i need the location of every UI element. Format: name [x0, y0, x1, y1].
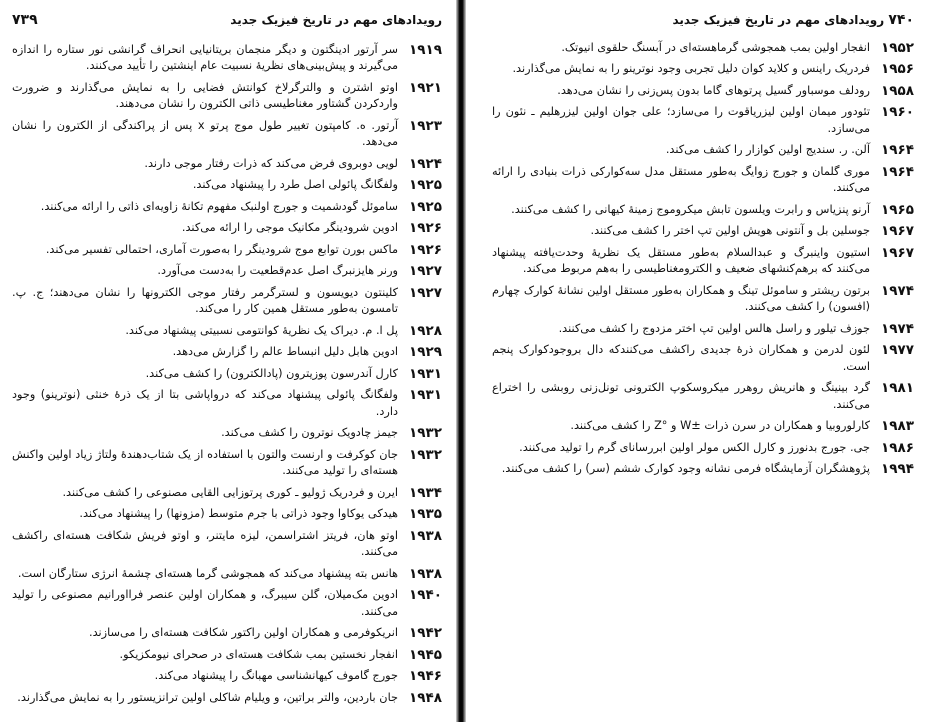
entry-year: ۱۹۳۲ [409, 446, 442, 463]
entry-year: ۱۹۲۸ [409, 322, 442, 339]
entry-year: ۱۹۶۴ [881, 163, 914, 180]
entry-text: جان کوکرفت و ارنست والتون با استفاده از یک شتاب‌دهندهٔ ولتاژ زیاد اولین واکنش هسته‌ای را تولید می‌کنند. [12, 447, 398, 478]
timeline-entry [12, 42, 442, 75]
entry-year: ۱۹۲۱ [409, 79, 442, 96]
timeline-entry [12, 528, 442, 561]
timeline-entry [12, 485, 442, 501]
entry-year: ۱۹۸۶ [881, 439, 914, 456]
timeline-entry [12, 668, 442, 684]
entry-text: انفجار اولین بمب همجوشی گرماهسته‌ای در آبسنگ حلقوی انیوتک. [561, 41, 870, 54]
timeline-entry [492, 104, 914, 137]
timeline-entry [12, 177, 442, 193]
entry-text: تئودور میمان اولین لیزریاقوت را می‌سازد؛ علی جوان اولین لیزرهلیم ـ نئون را می‌سازد. [492, 105, 870, 135]
entry-year: ۱۹۹۴ [881, 461, 914, 478]
entry-text: اوتو اشترن و والترگرلاخ کوانتش فضایی را به نمایش می‌گذارند و ضرورت واردکردن گشتاور مغناطیسی ذاتی الکترون را نشان می‌دهند. [12, 80, 398, 111]
right-timeline-list [492, 40, 914, 478]
timeline-entry [12, 366, 442, 382]
timeline-entry [12, 80, 442, 113]
entry-text: پژوهشگران آزمایشگاه فرمی نشانه وجود کوارک ششم (سر) را کشف می‌کنند. [501, 462, 870, 476]
entry-text: انفجار نخستین بمب شکافت هسته‌ای در صحرای نیومکزیکو. [119, 647, 398, 661]
timeline-entry [12, 566, 442, 582]
timeline-entry [12, 156, 442, 172]
right-page-number-and-title [672, 12, 914, 28]
entry-year: ۱۹۴۸ [409, 689, 442, 706]
timeline-entry [492, 83, 914, 99]
timeline-entry [12, 447, 442, 480]
entry-year: ۱۹۱۹ [409, 42, 442, 58]
timeline-entry [12, 220, 442, 236]
entry-year: ۱۹۲۵ [409, 177, 442, 194]
entry-text: گرد بینینگ و هانریش روهرر میکروسکوپ الکترونی تونل‌زنی روبشی را اختراع می‌کنند. [492, 381, 870, 411]
right-page [466, 0, 928, 722]
entry-year: ۱۹۷۴ [881, 282, 914, 299]
timeline-entry [492, 283, 914, 316]
left-page-title: رویدادهای مهم در تاریخ فیزیک جدید [230, 13, 442, 27]
entry-year: ۱۹۳۱ [409, 365, 442, 382]
entry-text: جان باردین، والتر براتین، و ویلیام شاکلی اولین ترانزیستور را به نمایش می‌گذارند. [17, 690, 398, 704]
entry-year: ۱۹۳۸ [409, 527, 442, 544]
timeline-entry [12, 344, 442, 360]
timeline-entry [492, 40, 914, 56]
entry-year: ۱۹۵۸ [881, 82, 914, 99]
left-timeline-list [12, 42, 442, 706]
entry-year: ۱۹۴۲ [409, 625, 442, 642]
timeline-entry [492, 342, 914, 375]
entry-year: ۱۹۶۴ [881, 142, 914, 159]
entry-text: آرنو پنزیاس و رابرت ویلسون تابش میکروموج زمینهٔ کیهانی را کشف می‌کنند. [511, 202, 870, 216]
entry-year: ۱۹۲۴ [409, 155, 442, 172]
entry-year: ۱۹۴۰ [409, 587, 442, 604]
entry-year: ۱۹۲۹ [409, 344, 442, 361]
right-page-header [492, 12, 914, 28]
entry-text: استیون واینبرگ و عبدالسلام به‌طور مستقل یک نظریهٔ وحدت‌یافته پیشنهاد می‌کنند که برهم‌کنشهای ضعیف و الکترومغناطیسی را به‌هم مربوط می‌کند. [492, 245, 870, 276]
entry-text: جوسلین بل و آنتونی هویش اولین تپ اختر را کشف می‌کنند. [590, 224, 870, 238]
entry-text: جورج گاموف کیهانشناسی مهبانگ را پیشنهاد می‌کند. [154, 669, 398, 683]
timeline-entry [492, 321, 914, 337]
entry-text: فردریک راینس و کلاید کوان دلیل تجربی وجود نوترینو را به نمایش می‌گذارند. [512, 62, 870, 76]
entry-text: هانس بته پیشنهاد می‌کند که همجوشی گرما هسته‌ای چشمهٔ انرژی ستارگان است. [17, 566, 398, 580]
timeline-entry [12, 285, 442, 318]
timeline-entry [12, 587, 442, 620]
entry-year: ۱۹۸۳ [881, 418, 914, 435]
timeline-entry [492, 245, 914, 278]
entry-text: آلن. ر. سندیج اولین کوازار را کشف می‌کند. [665, 143, 870, 157]
entry-text: ساموئل گودشمیت و جورج اولنبک مفهوم تکانهٔ زاویه‌ای ذاتی را ارائه می‌کنند. [40, 199, 398, 213]
left-page [0, 0, 456, 722]
entry-text: برتون ریشتر و ساموئل تینگ و همکاران به‌طور مستقل اولین نشانهٔ کوارک چهارم (افسون) را کشف می‌کنند. [492, 283, 870, 314]
timeline-entry [12, 323, 442, 339]
left-page-header [12, 12, 442, 28]
entry-text: لئون لدرمن و همکاران ذرهٔ جدیدی راکشف می‌کنندکه دال بروجودکوارک پنجم است. [492, 343, 870, 373]
entry-text: جوزف تیلور و راسل هالس اولین تپ اختر مزدوج را کشف می‌کنند. [558, 321, 870, 335]
timeline-entry [12, 625, 442, 641]
timeline-entry [492, 164, 914, 197]
entry-year: ۱۹۴۶ [409, 668, 442, 685]
timeline-entry [12, 647, 442, 663]
entry-year: ۱۹۸۱ [881, 380, 914, 397]
entry-year: ۱۹۵۲ [881, 40, 914, 56]
left-page-number: ۷۳۹ [12, 12, 38, 28]
entry-year: ۱۹۳۸ [409, 565, 442, 582]
entry-year: ۱۹۳۲ [409, 425, 442, 442]
entry-text: هیدکی یوکاوا وجود ذراتی با جرم متوسط (مزونها) را پیشنهاد می‌کند. [79, 507, 398, 521]
timeline-entry [12, 690, 442, 706]
entry-text: کارلوروبیا و همکاران در سرن ذرات ‎W±‎ و ‎Z°‎ را کشف می‌کنند. [570, 419, 870, 433]
timeline-entry [492, 440, 914, 456]
entry-text: جی. جورج بدنورز و کارل الکس مولر اولین ابررسانای گرم را تولید می‌کنند. [519, 440, 870, 454]
entry-text: ماکس بورن توابع موج شرودینگر را به‌صورت آماری، احتمالی تفسیر می‌کند. [45, 242, 398, 256]
entry-text: ادوین هابل دلیل انبساط عالم را گزارش می‌دهد. [172, 345, 398, 359]
entry-text: رودلف موسباور گسیل پرتوهای گاما بدون پس‌زنی را نشان می‌دهد. [557, 83, 870, 97]
timeline-entry [12, 118, 442, 151]
entry-text: ورنر هایزنبرگ اصل عدم‌قطعیت را به‌دست می‌آورد. [157, 264, 398, 278]
entry-year: ۱۹۶۰ [881, 104, 914, 121]
entry-year: ۱۹۷۴ [881, 320, 914, 337]
entry-text: سر آرتور ادینگتون و دیگر منجمان بریتانیایی انحراف گرانشی نور ستاره را اندازه می‌گیرند و پیش‌بینی‌های نظریهٔ نسبیت عام اینشتین را تأیید می‌کنند. [12, 43, 398, 73]
entry-text: کلینتون دیویسون و لسترگرمر رفتار موجی الکترونها را نشان می‌دهند؛ ج. پ. تامسون به‌طور مستقل همین کار را می‌کند. [12, 285, 398, 316]
entry-text: اوتو هان، فریتز اشتراسمن، لیزه مایتنر، و اوتو فریش شکافت هسته‌ای راکشف می‌کنند. [12, 528, 398, 559]
timeline-entry [492, 223, 914, 239]
entry-text: موری گلمان و جورج زوایگ به‌طور مستقل مدل سه‌کوارکی ذرات بنیادی را ارائه می‌کنند. [492, 164, 870, 195]
entry-year: ۱۹۲۷ [409, 284, 442, 301]
right-page-title: رویدادهای مهم در تاریخ فیزیک جدید [672, 13, 885, 27]
entry-year: ۱۹۲۶ [409, 241, 442, 258]
entry-text: پل ا. م. دیراک یک نظریهٔ کوانتومی نسبیتی پیشنهاد می‌کند. [125, 323, 398, 337]
entry-year: ۱۹۶۷ [881, 223, 914, 240]
entry-text: کارل آندرسون پوزیترون (پادالکترون) را کشف می‌کند. [145, 366, 398, 380]
entry-year: ۱۹۷۷ [881, 342, 914, 359]
timeline-entry [492, 61, 914, 77]
timeline-entry [12, 425, 442, 441]
entry-year: ۱۹۲۳ [409, 117, 442, 134]
timeline-entry [492, 461, 914, 477]
timeline-entry [12, 387, 442, 420]
entry-text: لویی دوبروی فرض می‌کند که ذرات رفتار موجی دارند. [144, 156, 398, 170]
entry-text: آرتور. ه. کامپتون تغییر طول موج پرتو x پس از پراکندگی از الکترون را نشان می‌دهد. [12, 118, 399, 149]
entry-year: ۱۹۳۱ [409, 387, 442, 404]
entry-year: ۱۹۶۷ [881, 244, 914, 261]
entry-text: ادوین شرودینگر مکانیک موجی را ارائه می‌کند. [181, 221, 398, 235]
entry-text: انریکوفرمی و همکاران اولین راکتور شکافت هسته‌ای را می‌سازند. [88, 626, 398, 640]
book-gutter [456, 0, 466, 722]
entry-text: ولفگانگ پائولی اصل طرد را پیشنهاد می‌کند. [192, 178, 398, 192]
entry-year: ۱۹۳۵ [409, 506, 442, 523]
timeline-entry [492, 142, 914, 158]
entry-year: ۱۹۲۵ [409, 198, 442, 215]
entry-year: ۱۹۲۶ [409, 220, 442, 237]
timeline-entry [12, 242, 442, 258]
entry-text: جیمز چادویک نوترون را کشف می‌کند. [221, 426, 398, 440]
timeline-entry [492, 380, 914, 413]
entry-text: ادوین مک‌میلان، گلن سیبرگ، و همکاران اولین عنصر فرااورانیم مصنوعی را تولید می‌کنند. [12, 588, 398, 618]
entry-text: ولفگانگ پائولی پیشنهاد می‌کند که درواپاشی بتا از یک ذرهٔ خنثی (نوترینو) وجود دارد. [12, 388, 398, 418]
entry-year: ۱۹۶۵ [881, 201, 914, 218]
timeline-entry [12, 199, 442, 215]
timeline-entry [12, 506, 442, 522]
entry-text: ایرن و فردریک ژولیو ـ کوری پرتوزایی القایی مصنوعی را کشف می‌کنند. [62, 485, 398, 499]
timeline-entry [492, 418, 914, 434]
timeline-entry [12, 263, 442, 279]
right-page-number: ۷۴۰ [888, 12, 914, 28]
entry-year: ۱۹۵۶ [881, 61, 914, 78]
entry-year: ۱۹۴۵ [409, 646, 442, 663]
entry-year: ۱۹۲۷ [409, 263, 442, 280]
timeline-entry [492, 202, 914, 218]
entry-year: ۱۹۳۴ [409, 484, 442, 501]
